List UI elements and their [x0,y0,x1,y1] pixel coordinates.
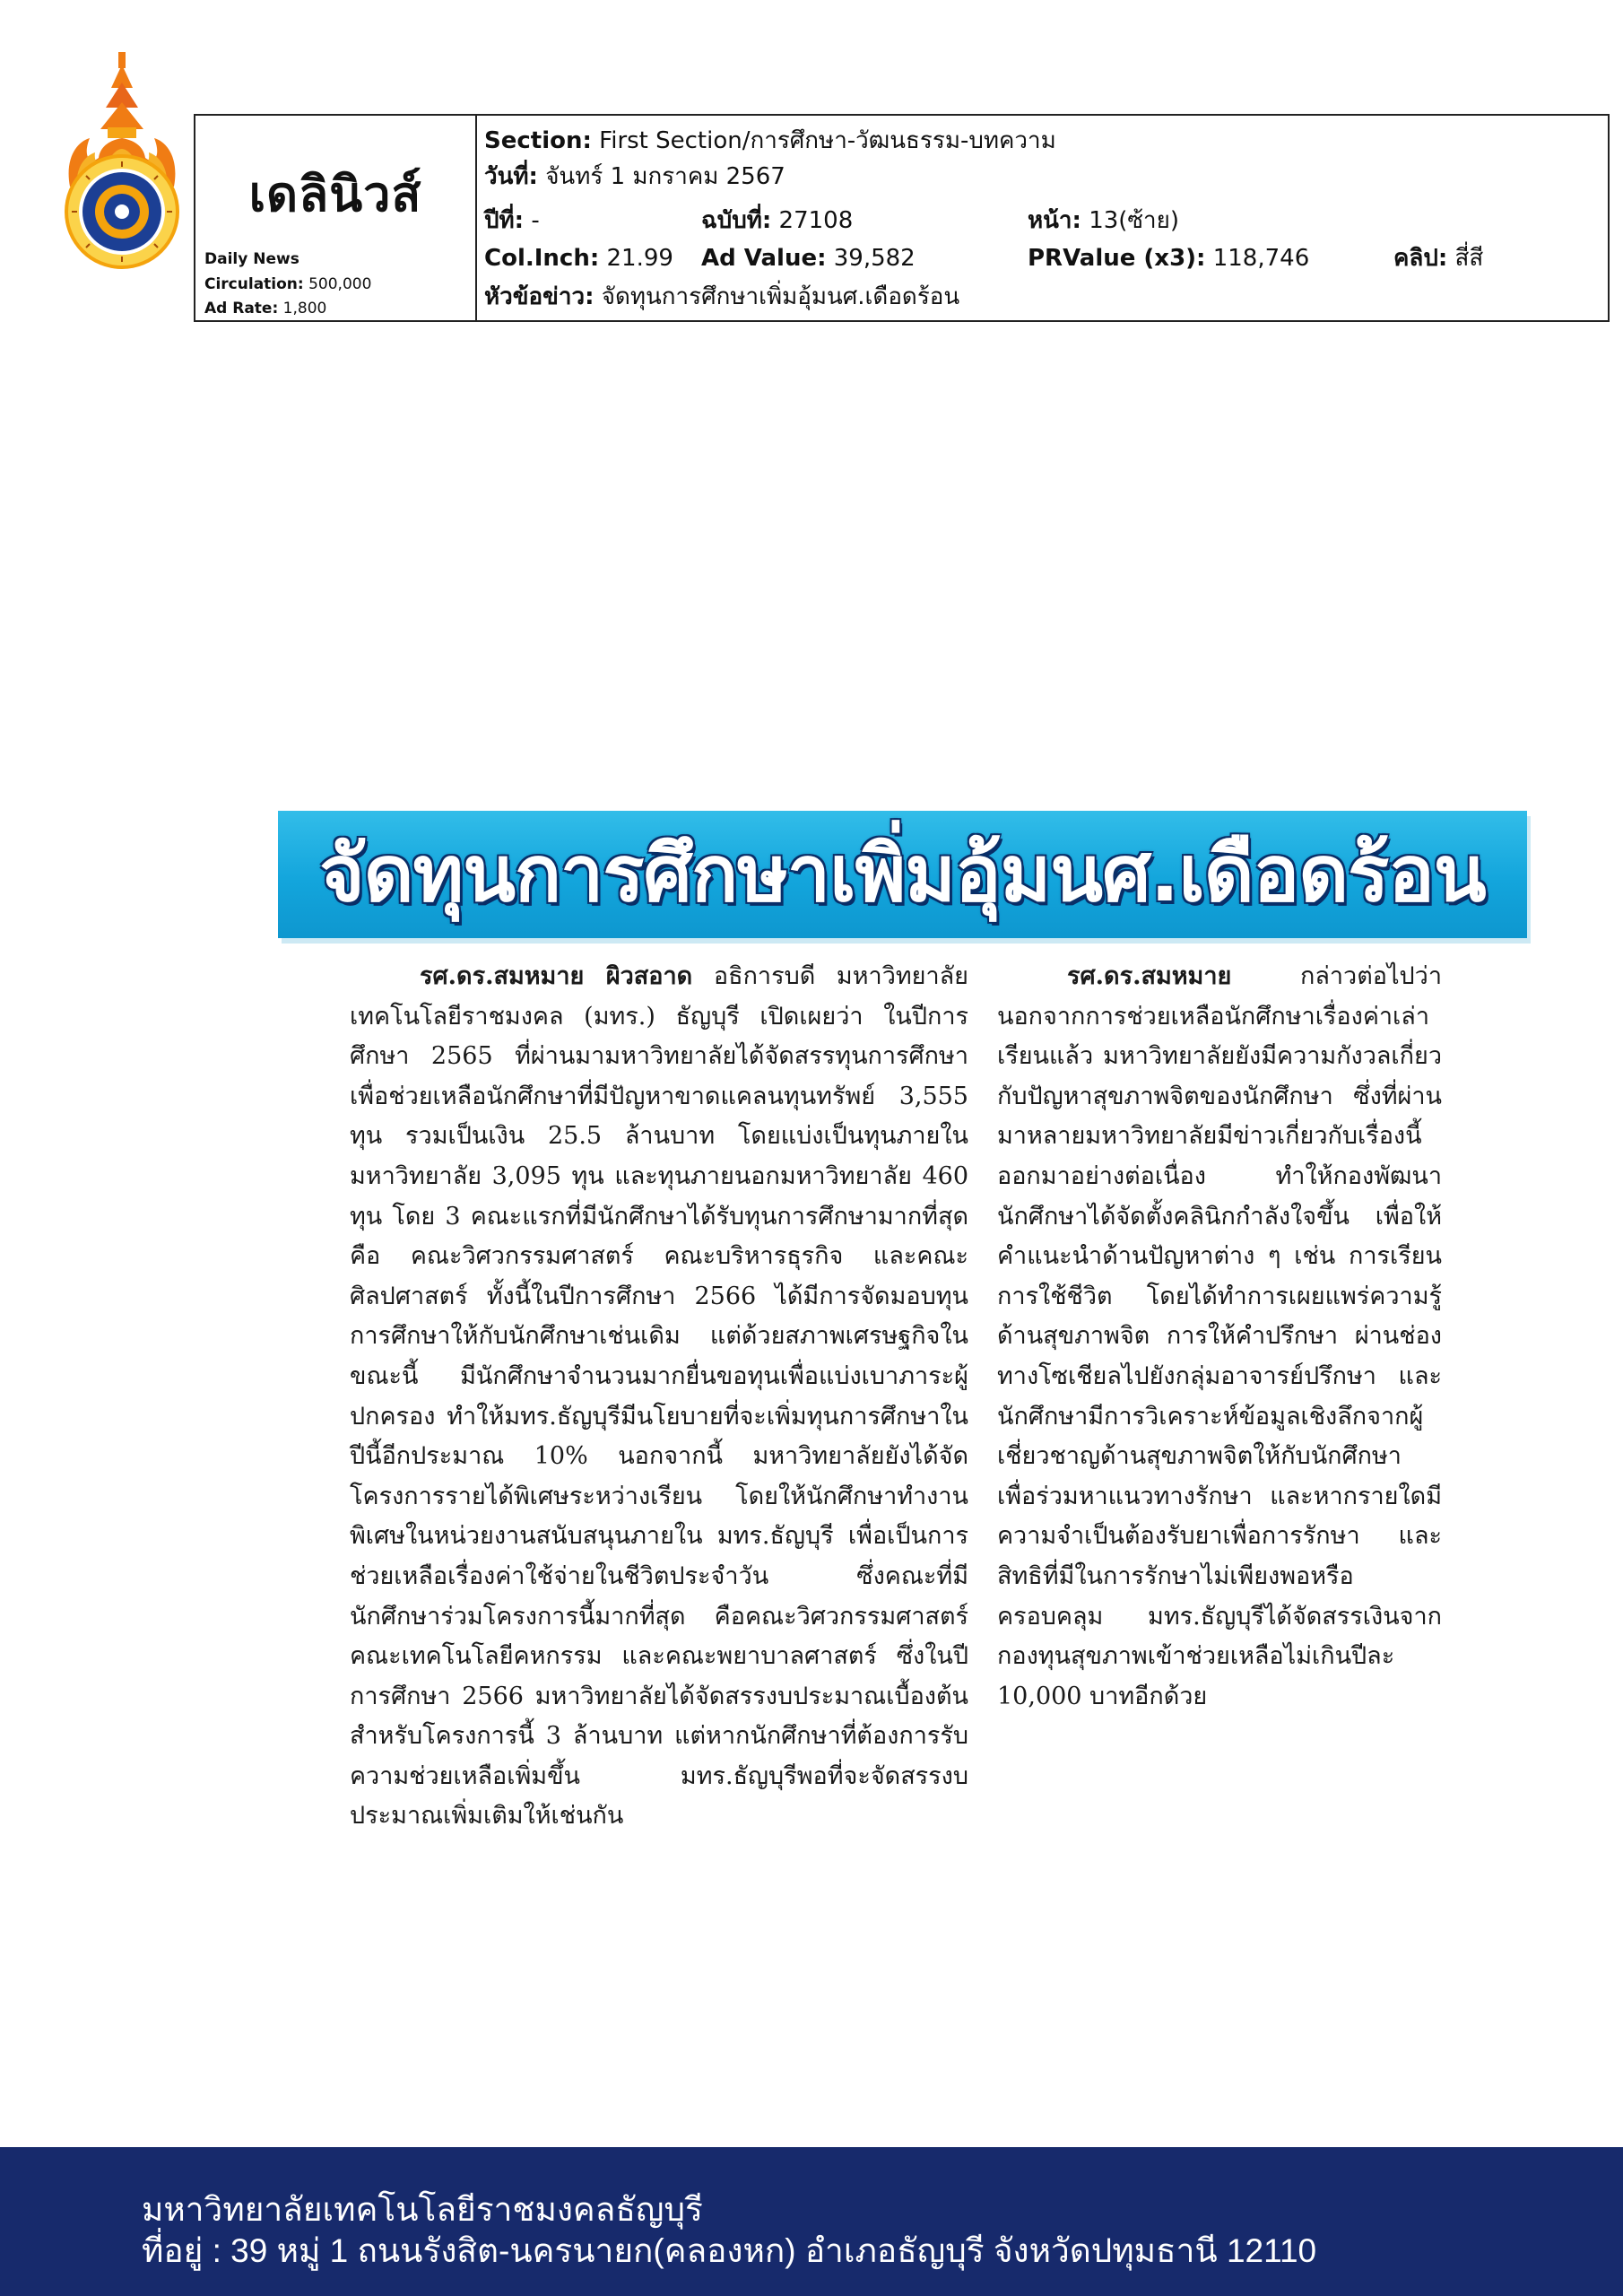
date-field [484,161,785,193]
section-label: Section: [484,127,592,154]
ad-value-field [701,242,916,274]
page-footer [0,2147,1623,2296]
pr-value-label: PRValue (x3): [1028,245,1206,272]
year-field [484,204,540,237]
page-label: หน้า: [1028,207,1081,234]
clipping-meta-panel [475,116,1608,320]
clipping-info-box [194,114,1610,322]
issue-value: 27108 [778,207,854,234]
page-value: 13(ซ้าย) [1089,207,1180,234]
ad-value-value: 39,582 [833,245,916,272]
clip-type-label: คลิป: [1393,245,1448,272]
clip-type-value: สี่สี [1454,245,1484,272]
article-headline: จัดทุนการศึกษาเพิ่มอุ้มนศ.เดือดร้อน [319,830,1486,919]
colinch-label: Col.Inch: [484,245,600,272]
article-column-2 [997,957,1442,1717]
section-field [484,125,1056,157]
article-column-2-text: กล่าวต่อไปว่า นอกจากการช่วยเหลือนักศึกษาเรื่องค่าเล่าเรียนแล้ว มหาวิทยาลัยยังมีความกังวลเกี่ยวกับปัญหาสุขภาพจิตของนักศึกษา ซึ่งที่ผ่านมาหลายมหาวิทยาลัยมีข่าวเกี่ยวกับเรื่องนี้ออกมาอย่างต่อเนื่อง ทำให้กองพัฒนานักศึกษาได้จัดตั้งคลินิกกำลังใจขึ้น เพื่อให้คำแนะนำด้านปัญหาต่าง ๆ เช่น การเรียน การใช้ชีวิต โดยได้ทำการเผยแพร่ความรู้ด้านสุขภาพจิต การให้คำปรึกษา ผ่านช่องทางโซเชียลไปยังกลุ่มอาจารย์ปรึกษา และนักศึกษามีการวิเคราะห์ข้อมูลเชิงลึกจากผู้เชี่ยวชาญด้านสุขภาพจิตให้กับนักศึกษา เพื่อร่วมหาแนวทางรักษา และหากรายใดมีความจำเป็นต้องรับยาเพื่อการรักษา และสิทธิที่มีในการรักษาไม่เพียงพอหรือครอบคลุม มทร.ธัญบุรีได้จัดสรรเงินจากกองทุนสุขภาพเข้าช่วยเหลือไม่เกินปีละ 10,000 บาทอีกด้วย [997,962,1442,1710]
issue-label: ฉบับที่: [701,207,772,234]
article-headline-banner [278,811,1527,938]
ad-rate-line [204,300,326,317]
colinch-value: 21.99 [606,245,673,272]
headline-field [484,281,959,313]
article-column-1 [350,957,968,1837]
footer-address: ที่อยู่ : 39 หมู่ 1 ถนนรังสิต-นครนายก(คลองหก) อำเภอธัญบุรี จังหวัดปทุมธานี 12110 [142,2232,1317,2269]
headline-label: หัวข้อข่าว: [484,283,595,310]
date-value: จันทร์ 1 มกราคม 2567 [545,163,785,190]
pr-value-value: 118,746 [1212,245,1310,272]
year-value: - [531,207,540,234]
colinch-field [484,242,673,274]
ad-rate-label: Ad Rate: [204,300,279,317]
ad-value-label: Ad Value: [701,245,827,272]
headline-value: จัดทุนการศึกษาเพิ่มอุ้มนศ.เดือดร้อน [601,283,960,310]
year-label: ปีที่: [484,207,525,234]
newspaper-logo: เดลินิวส์ [248,166,422,222]
circulation-label: Circulation: [204,275,304,293]
ad-rate-value: 1,800 [282,300,327,317]
circulation-value: 500,000 [308,275,372,293]
circulation-line [204,275,371,293]
page-field [1028,204,1179,237]
newspaper-name: Daily News [204,250,299,268]
section-value: First Section/การศึกษา-วัฒนธรรม-บทความ [599,127,1056,154]
article-column-1-lead: รศ.ดร.สมหมาย ผิวสอาด [420,962,693,990]
article-column-2-lead: รศ.ดร.สมหมาย [1067,962,1232,990]
date-label: วันที่: [484,163,538,190]
issue-field [701,204,853,237]
footer-university-name: มหาวิทยาลัยเทคโนโลยีราชมงคลธัญบุรี [142,2191,703,2228]
university-seal-icon [59,52,185,272]
clip-type-field [1393,242,1483,274]
article-column-1-text: อธิการบดี มหาวิทยาลัยเทคโนโลยีราชมงคล (มทร.) ธัญบุรี เปิดเผยว่า ในปีการศึกษา 2565 ที่ผ่านมามหาวิทยาลัยได้จัดสรรทุนการศึกษา เพื่อช่วยเหลือนักศึกษาที่มีปัญหาขาดแคลนทุนทรัพย์ 3,555 ทุน รวมเป็นเงิน 25.5 ล้านบาท โดยแบ่งเป็นทุนภายในมหาวิทยาลัย 3,095 ทุน และทุนภายนอกมหาวิทยาลัย 460 ทุน โดย 3 คณะแรกที่มีนักศึกษาได้รับทุนการศึกษามากที่สุด คือ คณะวิศวกรรมศาสตร์ คณะบริหารธุรกิจ และคณะศิลปศาสตร์ ทั้งนี้ในปีการศึกษา 2566 ได้มีการจัดมอบทุนการศึกษาให้กับนักศึกษาเช่นเดิม แต่ด้วยสภาพเศรษฐกิจในขณะนี้ มีนักศึกษาจำนวนมากยื่นขอทุนเพื่อแบ่งเบาภาระผู้ปกครอง ทำให้มทร.ธัญบุรีมีนโยบายที่จะเพิ่มทุนการศึกษาในปีนี้อีกประมาณ 10% นอกจากนี้ มหาวิทยาลัยยังได้จัดโครงการรายได้พิเศษระหว่างเรียน โดยให้นักศึกษาทำงานพิเศษในหน่วยงานสนับสนุนภายใน มทร.ธัญบุรี เพื่อเป็นการช่วยเหลือเรื่องค่าใช้จ่ายในชีวิตประจำวัน ซึ่งคณะที่มีนักศึกษาร่วมโครงการนี้มากที่สุด คือคณะวิศวกรรมศาสตร์ คณะเทคโนโลยีคหกรรม และคณะพยาบาลศาสตร์ ซึ่งในปีการศึกษา 2566 มหาวิทยาลัยได้จัดสรรงบประมาณเบื้องต้นสำหรับโครงการนี้ 3 ล้านบาท แต่หากนักศึกษาที่ต้องการรับความช่วยเหลือเพิ่มขึ้น มทร.ธัญบุรีพอที่จะจัดสรรงบประมาณเพิ่มเติมให้เช่นกัน [350,962,968,1831]
newspaper-info-panel [195,116,477,320]
pr-value-field [1028,242,1309,274]
